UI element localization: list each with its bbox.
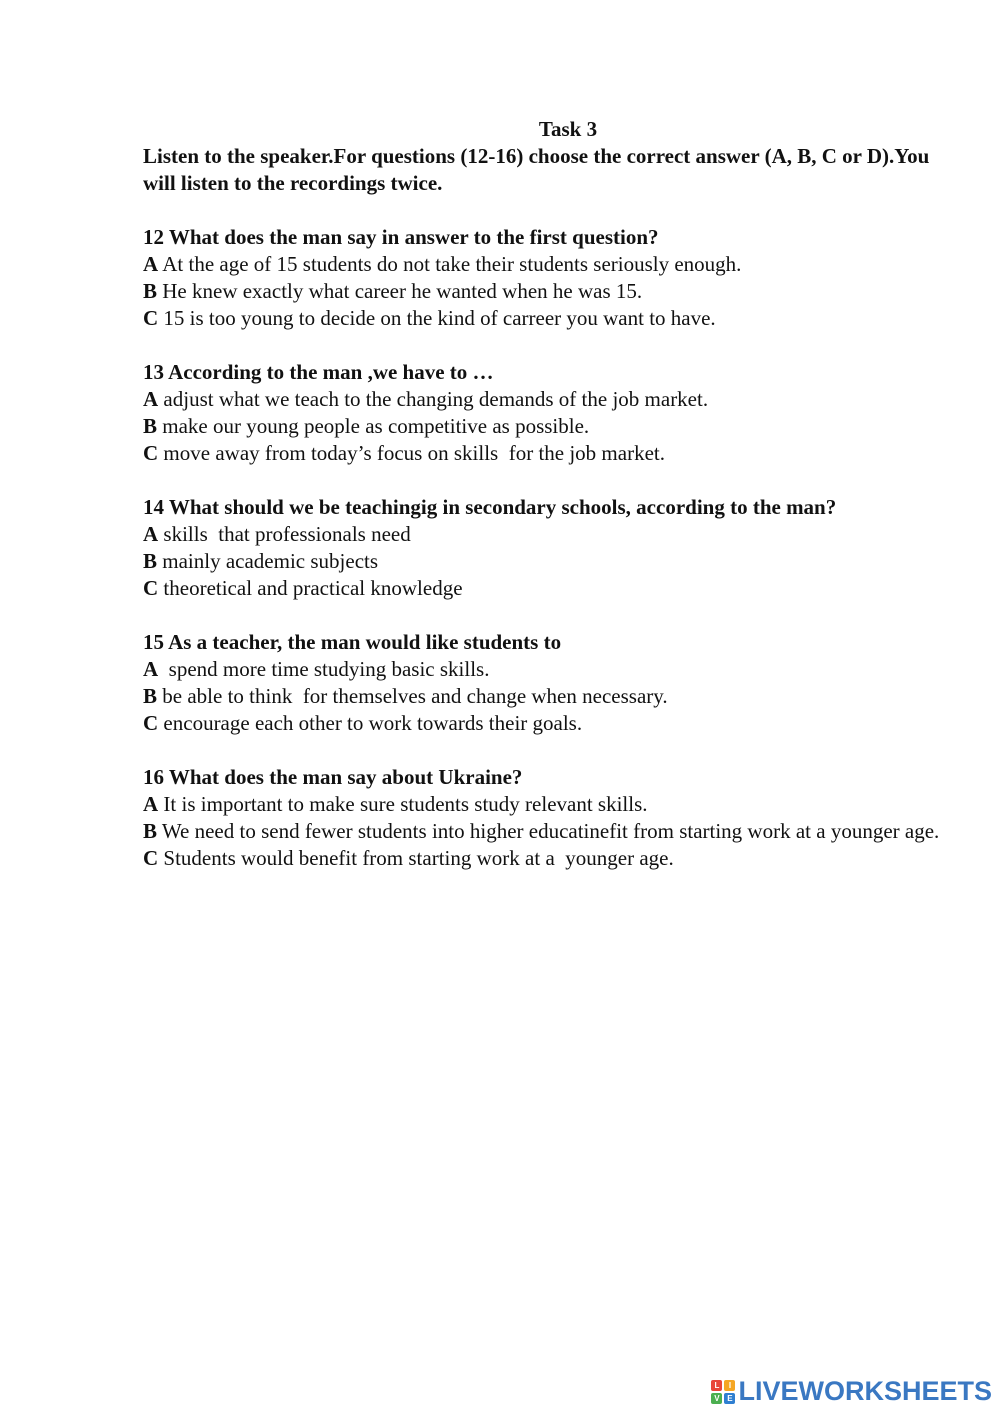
option-text: make our young people as competitive as possible. [157, 414, 590, 438]
option-text: Students would benefit from starting work at a younger age. [158, 846, 674, 870]
option-text: spend more time studying basic skills. [158, 657, 490, 681]
option-letter: B [143, 684, 158, 708]
task-title: Task 3 [538, 117, 598, 141]
option-letter: C [143, 576, 159, 600]
option-letter: B [143, 414, 158, 438]
question-text: 13 According to the man ,we have to … [143, 360, 494, 384]
answer-option-a[interactable] [143, 251, 943, 278]
question-15 [143, 629, 943, 737]
option-letter: A [143, 792, 159, 816]
option-letter: C [143, 846, 159, 870]
option-text: theoretical and practical knowledge [158, 576, 463, 600]
option-letter: C [143, 306, 159, 330]
answer-option-c[interactable] [143, 845, 943, 872]
option-text: be able to think for themselves and change when necessary. [157, 684, 668, 708]
worksheet-page [143, 116, 943, 872]
option-letter: A [143, 657, 159, 681]
question-text: 14 What should we be teachingig in secondary schools, according to the man? [143, 495, 837, 519]
answer-option-a[interactable] [143, 521, 943, 548]
option-text: 15 is too young to decide on the kind of carreer you want to have. [158, 306, 716, 330]
liveworksheets-logo [711, 1376, 992, 1407]
option-text: He knew exactly what career he wanted when he was 15. [157, 279, 643, 303]
question-16 [143, 764, 943, 872]
logo-text: LIVEWORKSHEETS [738, 1376, 992, 1406]
option-letter: A [143, 252, 159, 276]
option-letter: B [143, 819, 158, 843]
answer-option-b[interactable] [143, 413, 943, 440]
question-12 [143, 224, 943, 332]
option-text: move away from today’s focus on skills for the job market. [158, 441, 665, 465]
question-text: 15 As a teacher, the man would like students to [143, 630, 562, 654]
option-text: At the age of 15 students do not take their students seriously enough. [158, 252, 742, 276]
logo-blocks-icon: L I V E [711, 1380, 735, 1404]
answer-option-a[interactable] [143, 791, 943, 818]
option-text: mainly academic subjects [157, 549, 379, 573]
option-text: skills that professionals need [158, 522, 411, 546]
option-letter: A [143, 522, 159, 546]
answer-option-c[interactable] [143, 305, 943, 332]
option-text: We need to send fewer students into higher educatinefit from starting work at a younger age. [157, 819, 940, 843]
option-letter: B [143, 549, 158, 573]
answer-option-b[interactable] [143, 548, 943, 575]
option-text: It is important to make sure students study relevant skills. [158, 792, 648, 816]
answer-option-a[interactable] [143, 386, 943, 413]
option-letter: A [143, 387, 159, 411]
answer-option-c[interactable] [143, 440, 943, 467]
question-text: 12 What does the man say in answer to the first question? [143, 225, 659, 249]
answer-option-a[interactable] [143, 656, 943, 683]
option-letter: C [143, 441, 159, 465]
option-letter: B [143, 279, 158, 303]
answer-option-c[interactable] [143, 710, 943, 737]
answer-option-b[interactable] [143, 818, 943, 845]
question-14 [143, 494, 943, 602]
question-text: 16 What does the man say about Ukraine? [143, 765, 523, 789]
option-text: adjust what we teach to the changing demands of the job market. [158, 387, 709, 411]
option-letter: C [143, 711, 159, 735]
answer-option-b[interactable] [143, 683, 943, 710]
answer-option-c[interactable] [143, 575, 943, 602]
question-list [143, 224, 943, 872]
task-instructions: Listen to the speaker.For questions (12-16) choose the correct answer (A, B, C or D).You will listen to the recordings twice. [143, 144, 930, 195]
question-13 [143, 359, 943, 467]
answer-option-b[interactable] [143, 278, 943, 305]
option-text: encourage each other to work towards their goals. [158, 711, 583, 735]
